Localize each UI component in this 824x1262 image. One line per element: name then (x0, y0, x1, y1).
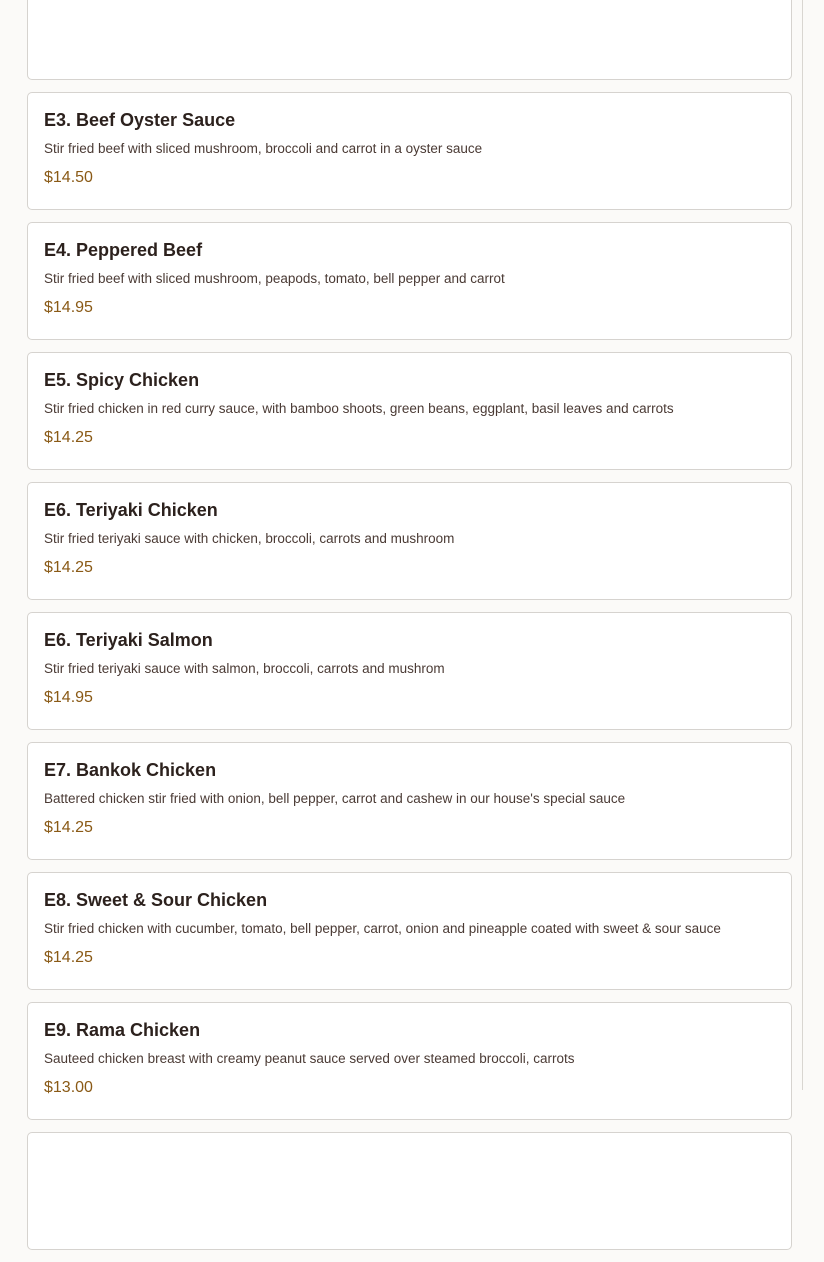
menu-item-description: Stir fried chicken with cucumber, tomato, bell pepper, carrot, onion and pineapple coated with sweet & sour sauce (44, 921, 721, 936)
menu-item-card[interactable] (27, 92, 792, 210)
menu-item-price: $14.25 (44, 819, 93, 836)
menu-item-description: Stir fried chicken in red curry sauce, with bamboo shoots, green beans, eggplant, basil leaves and carrots (44, 401, 674, 416)
menu-item-card[interactable] (27, 0, 792, 80)
menu-item-card[interactable] (27, 742, 792, 860)
menu-item-title: E3. Beef Oyster Sauce (44, 110, 236, 130)
menu-item-price: $14.50 (44, 169, 93, 186)
menu-item-description: Stir fried teriyaki sauce with salmon, broccoli, carrots and mushrom (44, 661, 445, 676)
menu-item-title (44, 0, 775, 2)
menu-item-title: E6. Teriyaki Chicken (44, 500, 218, 520)
menu-item-title: E5. Spicy Chicken (44, 370, 200, 390)
menu-item-description: Stir fried beef with sliced mushroom, broccoli and carrot in a oyster sauce (44, 141, 483, 156)
menu-item-title: E9. Rama Chicken (44, 1020, 201, 1040)
menu-item-price: $13.00 (44, 1079, 93, 1096)
menu-item-description: Battered chicken stir fried with onion, bell pepper, carrot and cashew in our house's special sauce (44, 791, 626, 806)
menu-item-price: $14.25 (44, 429, 93, 446)
menu-item-card[interactable] (27, 612, 792, 730)
menu-item-card[interactable] (27, 482, 792, 600)
menu-item-title: E7. Bankok Chicken (44, 760, 217, 780)
menu-item-title: E8. Sweet & Sour Chicken (44, 890, 268, 910)
menu-item-price: $14.25 (44, 949, 93, 966)
menu-item-price: $14.95 (44, 689, 93, 706)
menu-item-card[interactable] (27, 352, 792, 470)
menu-item-price: $14.25 (44, 559, 93, 576)
menu-item-title: E6. Teriyaki Salmon (44, 630, 213, 650)
menu-item-description: Stir fried beef with sliced mushroom, peapods, tomato, bell pepper and carrot (44, 271, 505, 286)
menu-item-card[interactable] (27, 222, 792, 340)
menu-item-list (27, 0, 792, 1262)
menu-item-description: Stir fried teriyaki sauce with chicken, broccoli, carrots and mushroom (44, 531, 455, 546)
menu-item-title: E4. Peppered Beef (44, 240, 203, 260)
menu-item-card[interactable] (27, 1132, 792, 1250)
menu-item-card[interactable] (27, 1002, 792, 1120)
menu-item-card[interactable] (27, 872, 792, 990)
menu-item-price: $14.95 (44, 299, 93, 316)
menu-item-title (44, 1148, 775, 1172)
page-scroll-edge (802, 0, 803, 1090)
menu-item-description: Sauteed chicken breast with creamy peanut sauce served over steamed broccoli, carrots (44, 1051, 575, 1066)
